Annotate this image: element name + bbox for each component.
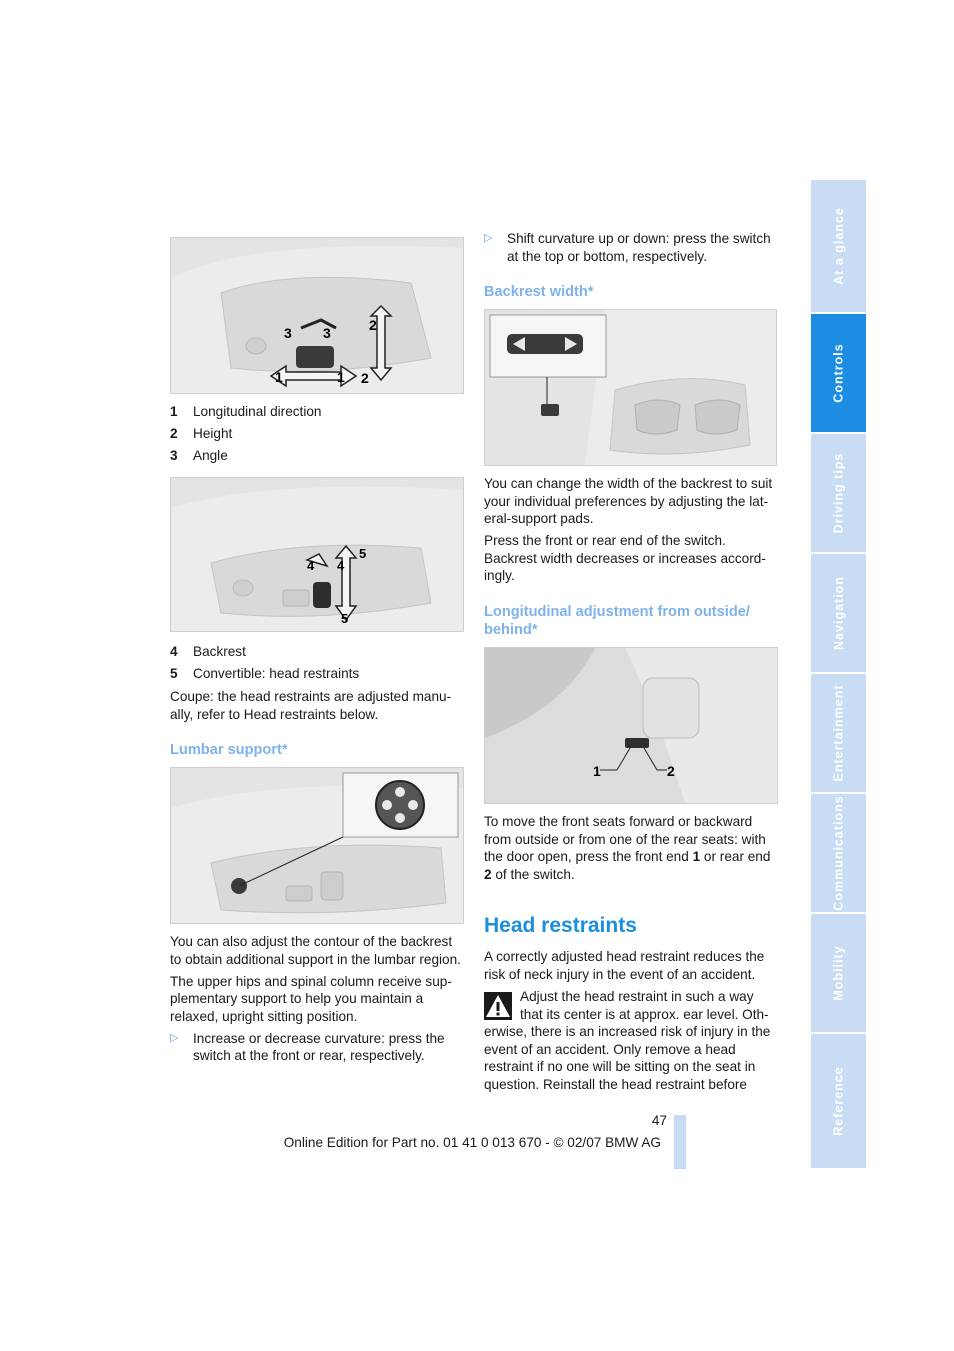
tab-controls[interactable] bbox=[811, 314, 866, 432]
lumbar-illustration bbox=[171, 768, 463, 923]
long-text-b: 1 bbox=[692, 849, 701, 865]
fig1-label-1a: 1 bbox=[275, 369, 283, 385]
tab-driving-tips[interactable] bbox=[811, 434, 866, 552]
backrest-heading: Backrest width* bbox=[484, 284, 594, 300]
fig2-label-5b: 5 bbox=[341, 611, 349, 626]
legend-num: 4 bbox=[170, 644, 178, 659]
fig2-label-4b: 4 bbox=[337, 558, 345, 573]
legend-item bbox=[170, 425, 462, 443]
seat-illustration-2 bbox=[171, 478, 463, 631]
legend-label: Convertible: head restraints bbox=[193, 665, 360, 681]
fig1-label-2b: 2 bbox=[361, 370, 369, 386]
fig2-label-5a: 5 bbox=[359, 546, 367, 561]
warning-paragraph: Adjust the head restraint in such a way that its center is at approx. ear level. Oth-erwise, there is an increased risk of injury in the event of an accident. Only remove a head restraint if no one will be sitting on the seat in question. Reinstall the head restraint before bbox=[484, 989, 771, 1092]
lumbar-heading: Lumbar support* bbox=[170, 742, 288, 758]
longitudinal-text bbox=[484, 813, 776, 883]
tab-label: Navigation bbox=[831, 576, 846, 650]
legend-item bbox=[170, 665, 462, 683]
tab-label: Controls bbox=[831, 343, 846, 403]
fig1-label-3a: 3 bbox=[284, 325, 292, 341]
legend-label: Angle bbox=[193, 447, 228, 463]
legend-label: Backrest bbox=[193, 644, 246, 659]
legend-item bbox=[170, 643, 462, 661]
footer-edition: Online Edition for Part no. 01 41 0 013 670 - © 02/07 BMW AG bbox=[283, 1135, 661, 1150]
lumbar-bullet-text: Increase or decrease curvature: press the switch at the front or rear, respectively. bbox=[193, 1030, 445, 1064]
tab-label: Reference bbox=[831, 1066, 846, 1136]
figure-seat-adjust-1 bbox=[170, 237, 464, 394]
longitudinal-illustration bbox=[485, 648, 777, 803]
legend-2 bbox=[170, 643, 462, 683]
tab-label: Mobility bbox=[831, 945, 846, 1001]
bullet-triangle-icon: ▷ bbox=[170, 1031, 179, 1044]
fig5-label-2: 2 bbox=[667, 763, 675, 779]
legend-num: 2 bbox=[170, 425, 178, 441]
figure-longitudinal bbox=[484, 647, 778, 804]
coupe-note: Coupe: the head restraints are adjusted manu-ally, refer to Head restraints below. bbox=[170, 689, 452, 722]
seat-illustration-1 bbox=[171, 238, 463, 393]
long-text-d: 2 bbox=[484, 866, 492, 882]
fig1-label-3b: 3 bbox=[323, 325, 331, 341]
head-restraints-paragraph: A correctly adjusted head restraint reduces the risk of neck injury in the event of an accident. bbox=[484, 949, 765, 982]
tab-at-a-glance[interactable] bbox=[811, 180, 866, 312]
head-restraints-heading: Head restraints bbox=[484, 914, 637, 937]
legend-item bbox=[170, 447, 462, 465]
lumbar-paragraph-1: You can also adjust the contour of the backrest to obtain additional support in the lumbar region. bbox=[170, 934, 461, 967]
long-text-c: or rear end bbox=[700, 849, 771, 865]
curvature-bullet bbox=[484, 230, 776, 265]
footer-accent-bar bbox=[674, 1115, 686, 1169]
figure-lumbar bbox=[170, 767, 464, 924]
warning-text bbox=[484, 988, 776, 1094]
sidebar bbox=[811, 180, 866, 1168]
lumbar-paragraph-2: The upper hips and spinal column receive sup-plementary support to help you maintain a relaxed, upright sitting position. bbox=[170, 973, 452, 1024]
fig1-label-1b: 1 bbox=[337, 369, 345, 385]
backrest-paragraph-1: You can change the width of the backrest to suit your individual preferences by adjusting the lat-eral-support pads. bbox=[484, 476, 773, 527]
lumbar-bullet bbox=[170, 1030, 462, 1065]
tab-label: Driving tips bbox=[831, 452, 846, 534]
figure-seat-adjust-2 bbox=[170, 477, 464, 632]
tab-label: Entertainment bbox=[831, 684, 846, 782]
tab-reference[interactable] bbox=[811, 1034, 866, 1168]
tab-navigation[interactable] bbox=[811, 554, 866, 672]
legend-num: 5 bbox=[170, 665, 178, 681]
curvature-bullet-text: Shift curvature up or down: press the switch at the top or bottom, respectively. bbox=[507, 231, 771, 264]
fig2-label-4a: 4 bbox=[307, 558, 315, 573]
legend-num: 3 bbox=[170, 447, 178, 463]
long-text-a: To move the front seats forward or backward from outside or from one of the rear seats: with the door open, press the front end bbox=[484, 814, 766, 865]
backrest-text bbox=[484, 475, 776, 585]
legend-num: 1 bbox=[170, 404, 178, 419]
fig1-label-2a: 2 bbox=[369, 317, 377, 333]
tab-mobility[interactable] bbox=[811, 914, 866, 1032]
legend-1 bbox=[170, 403, 462, 465]
figure-backrest-width bbox=[484, 309, 777, 466]
lumbar-text bbox=[170, 933, 462, 1065]
page-number: 47 bbox=[651, 1113, 667, 1128]
backrest-paragraph-2: Press the front or rear end of the switch. Backrest width decreases or increases accord-ingly. bbox=[484, 533, 766, 584]
legend-label: Longitudinal direction bbox=[193, 404, 322, 419]
backrest-illustration bbox=[485, 310, 776, 465]
bullet-triangle-icon: ▷ bbox=[484, 232, 493, 244]
legend-label: Height bbox=[193, 425, 233, 441]
tab-communications[interactable] bbox=[811, 794, 866, 912]
tab-entertainment[interactable] bbox=[811, 674, 866, 792]
fig5-label-1: 1 bbox=[593, 763, 601, 779]
tab-label: Communications bbox=[831, 795, 846, 911]
long-text-e: of the switch. bbox=[491, 866, 575, 882]
longitudinal-heading: Longitudinal adjustment from outside/ behind* bbox=[484, 604, 750, 638]
legend-item bbox=[170, 403, 462, 421]
tab-label: At a glance bbox=[831, 207, 846, 285]
